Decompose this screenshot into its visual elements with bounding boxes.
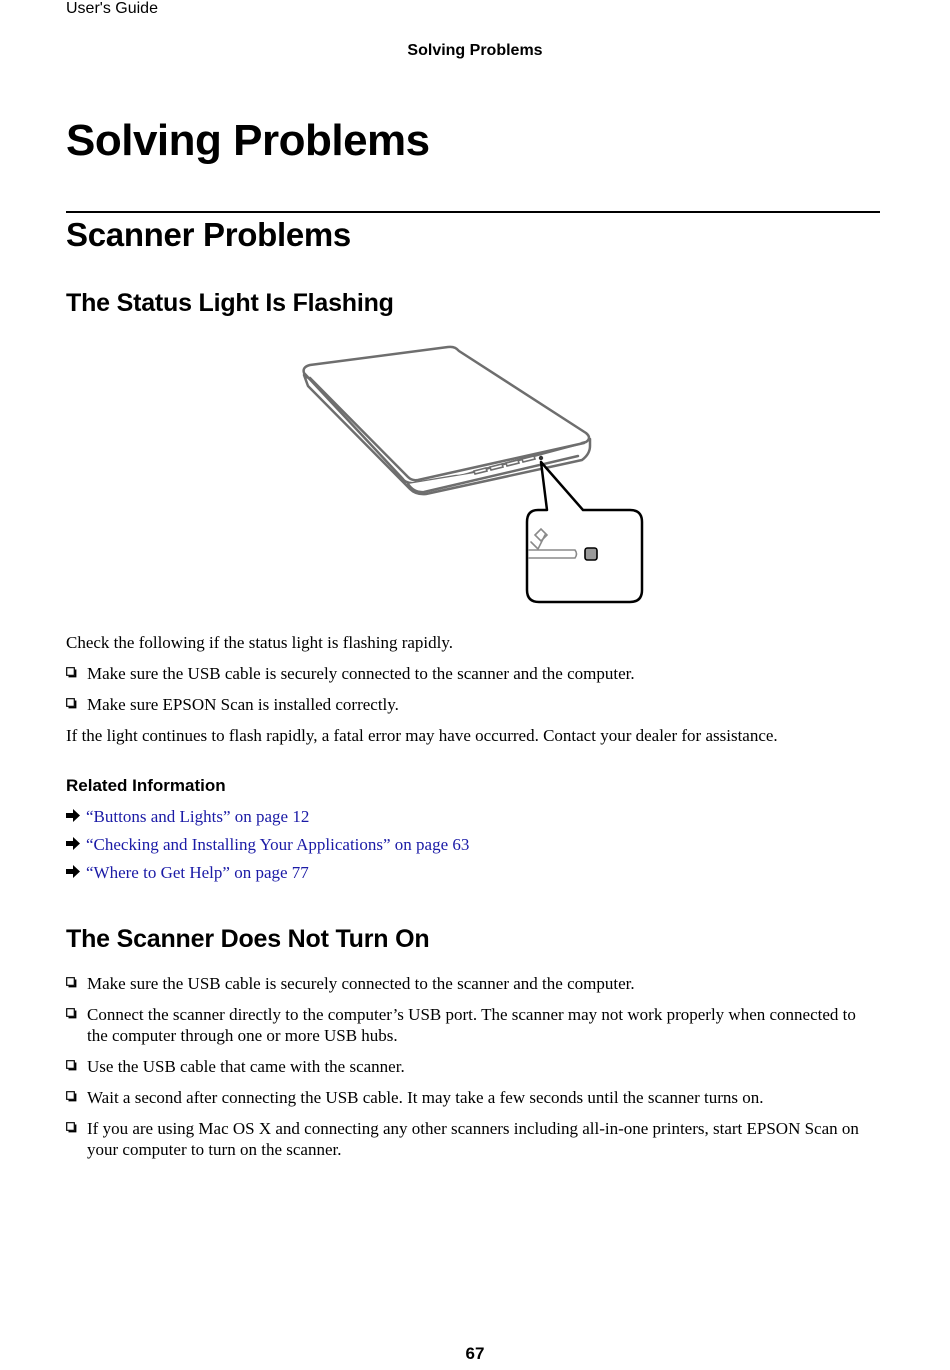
heading-status-light: The Status Light Is Flashing bbox=[66, 289, 394, 317]
related-link-buttons-and-lights[interactable]: “Buttons and Lights” on page 12 bbox=[86, 807, 310, 826]
outro-paragraph: If the light continues to flash rapidly, a fatal error may have occurred. Contact your dealer for assistance. bbox=[66, 726, 778, 745]
checkbox-bullet-icon bbox=[66, 1091, 77, 1102]
intro-paragraph: Check the following if the status light is flashing rapidly. bbox=[66, 633, 454, 652]
checkbox-bullet-icon bbox=[66, 1122, 77, 1133]
arrow-right-icon bbox=[66, 809, 81, 822]
checkbox-bullet-icon bbox=[66, 667, 77, 678]
checkbox-bullet-icon bbox=[66, 1008, 77, 1019]
related-information-title: Related Information bbox=[66, 776, 226, 795]
heading-does-not-turn-on: The Scanner Does Not Turn On bbox=[66, 925, 430, 953]
list-item-text: Make sure EPSON Scan is installed correctly. bbox=[87, 695, 399, 714]
section-header: Solving Problems bbox=[407, 42, 543, 59]
checkbox-bullet-icon bbox=[66, 1060, 77, 1071]
list-item-text: Use the USB cable that came with the scanner. bbox=[87, 1057, 405, 1076]
list-item-text: Make sure the USB cable is securely connected to the scanner and the computer. bbox=[87, 664, 635, 683]
list-item-text: If you are using Mac OS X and connecting any other scanners including all-in-one printers, start EPSON Scan on your computer to turn on the scanner. bbox=[87, 1119, 859, 1159]
arrow-right-icon bbox=[66, 865, 81, 878]
list-item-text: Connect the scanner directly to the computer’s USB port. The scanner may not work properly when connected to the computer through one or more USB hubs. bbox=[87, 1005, 856, 1045]
list-item-text: Make sure the USB cable is securely connected to the scanner and the computer. bbox=[87, 974, 635, 993]
running-header: User's Guide bbox=[66, 0, 158, 17]
checkbox-bullet-icon bbox=[66, 698, 77, 709]
related-link-checking-installing[interactable]: “Checking and Installing Your Applications” on page 63 bbox=[86, 835, 470, 854]
list-item-text: Wait a second after connecting the USB cable. It may take a few seconds until the scanner turns on. bbox=[87, 1088, 764, 1107]
related-link-where-to-get-help[interactable]: “Where to Get Help” on page 77 bbox=[86, 863, 309, 882]
scanner-status-light-illustration bbox=[298, 342, 648, 607]
chapter-title: Solving Problems bbox=[66, 116, 430, 165]
section-divider bbox=[66, 211, 880, 213]
checkbox-bullet-icon bbox=[66, 977, 77, 988]
page-number: 67 bbox=[465, 1344, 485, 1363]
arrow-right-icon bbox=[66, 837, 81, 850]
section-title: Scanner Problems bbox=[66, 216, 351, 253]
